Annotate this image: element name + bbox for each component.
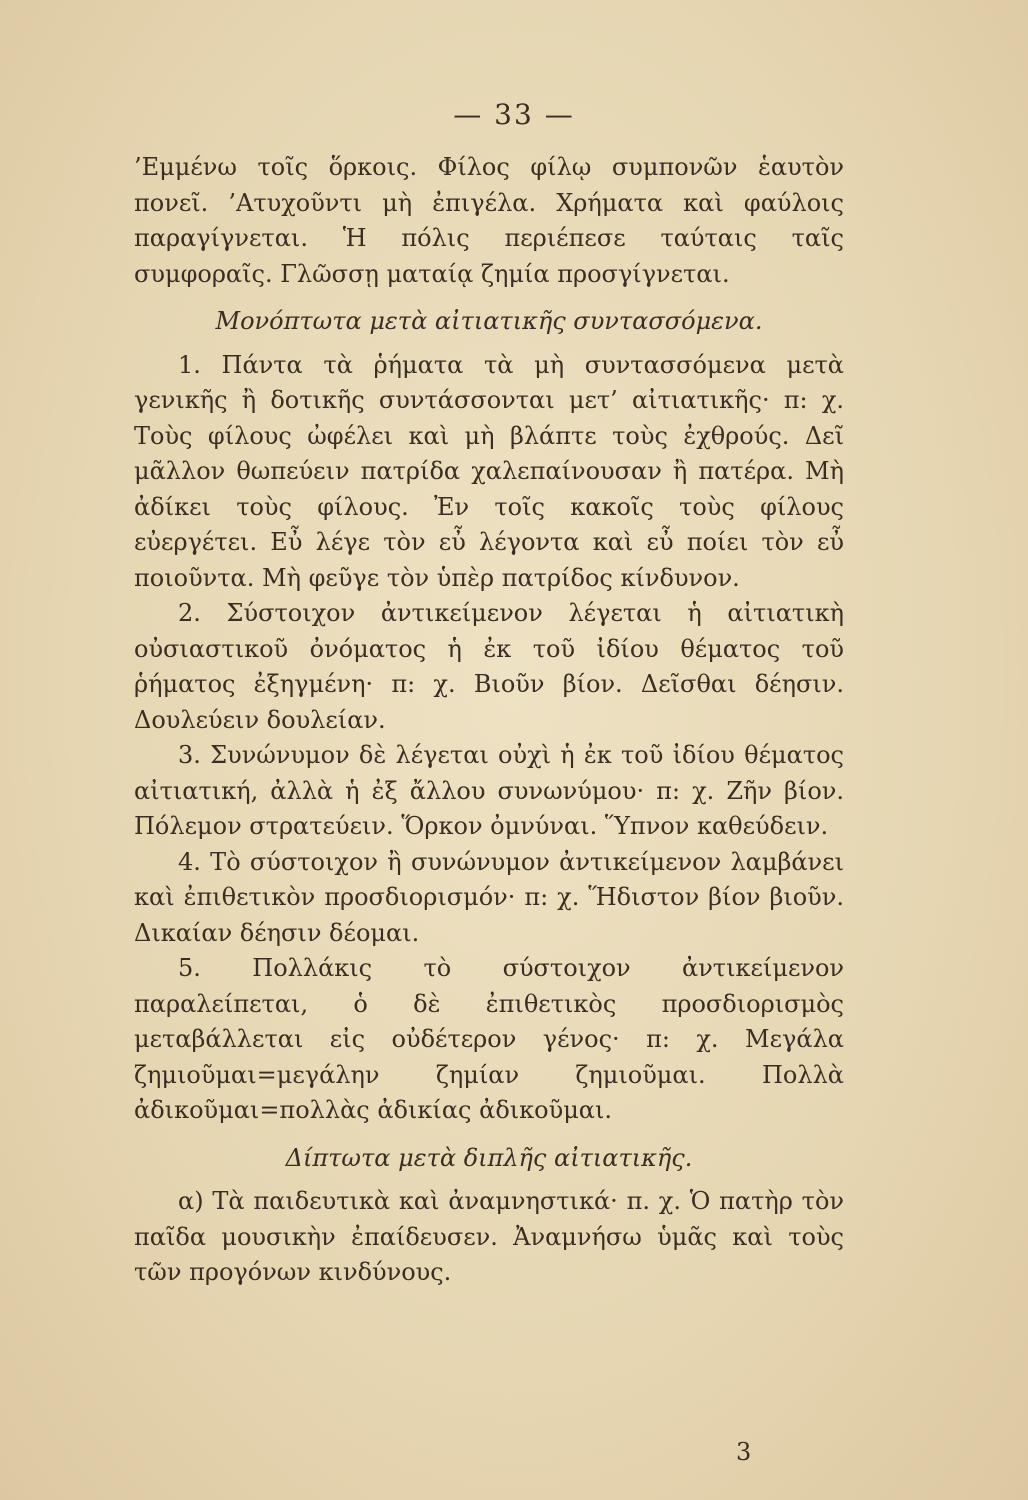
paragraph-rule-1: 1. Πάντα τὰ ῥήματα τὰ μὴ συντασσόμενα μετὰ γενικῆς ἢ δοτικῆς συντάσσονται μετ’ αἰτιατικῆς· π: χ. Τοὺς φίλους ὠφέλει καὶ μὴ βλάπτε τοὺς ἐχθρούς. Δεῖ μᾶλλον θωπεύειν πατρίδα χαλεπαίνουσαν ἢ πατέρα. Μὴ ἀδίκει τοὺς φίλους. Ἐν τοῖς κακοῖς τοὺς φίλους εὐεργέτει. Εὖ λέγε τὸν εὖ λέγοντα καὶ εὖ ποίει τὸν εὖ ποιοῦντα. Μὴ φεῦγε τὸν ὑπὲρ πατρίδος κίνδυνον. xyxy=(134,350,844,592)
paragraph-rule-5: 5. Πολλάκις τὸ σύστοιχον ἀντικείμενον παραλείπεται, ὁ δὲ ἐπιθετικὸς προσδιορισμὸς μεταβάλλεται εἰς οὐδέτερον γένος· π: χ. Μεγάλα ζημιοῦμαι=μεγάλην ζημίαν ζημιοῦμαι. Πολλὰ ἀδικοῦμαι=πολλὰς ἀδικίας ἀδικοῦμαι. xyxy=(134,954,844,1124)
page-number: — 33 — xyxy=(453,98,575,131)
paragraph-rule-3: 3. Συνώνυμον δὲ λέγεται οὐχὶ ἡ ἐκ τοῦ ἰδίου θέματος αἰτιατική, ἀλλὰ ἡ ἐξ ἄλλου συνωνύμου· π: χ. Ζῆν βίον. Πόλεμον στρατεύειν. Ὅρκον ὀμνύναι. Ὕπνον καθεύδειν. xyxy=(134,741,844,840)
paragraph-intro-examples: ’Εμμένω τοῖς ὅρκοις. Φίλος φίλῳ συμπονῶν ἑαυτὸν πονεῖ. ’Ατυχοῦντι μὴ ἐπιγέλα. Χρήματα καὶ φαύλοις παραγίγνεται. Ἡ πόλις περιέπεσε ταύταις ταῖς συμφοραῖς. Γλῶσσῃ ματαίᾳ ζημία προσγίγνεται. xyxy=(134,153,844,288)
paragraph-rule-alpha: α) Τὰ παιδευτικὰ καὶ ἀναμνηστικά· π. χ. Ὁ πατὴρ τὸν παῖδα μουσικὴν ἐπαίδευσεν. Ἀναμνήσω ὑμᾶς καὶ τοὺς τῶν προγόνων κινδύνους. xyxy=(134,1187,844,1286)
paragraph-rule-2: 2. Σύστοιχον ἀντικείμενον λέγεται ἡ αἰτιατικὴ οὐσιαστικοῦ ὀνόματος ἡ ἐκ τοῦ ἰδίου θέματος τοῦ ῥήματος ἐξηγμένη· π: χ. Βιοῦν βίον. Δεῖσθαι δέησιν. Δουλεύειν δουλείαν. xyxy=(134,599,844,734)
paragraph-rule-4: 4. Τὸ σύστοιχον ἢ συνώνυμον ἀντικείμενον λαμβάνει καὶ ἐπιθετικὸν προσδιορισμόν· π: χ. Ἥδιστον βίον βιοῦν. Δικαίαν δέησιν δέομαι. xyxy=(134,847,844,947)
signature-mark: 3 xyxy=(736,1438,752,1466)
section-heading-monoptota: Μονόπτωτα μετὰ αἰτιατικῆς συντασσόμενα. xyxy=(215,307,763,335)
page-body xyxy=(134,150,844,1291)
section-heading-diptota: Δίπτωτα μετὰ διπλῆς αἰτιατικῆς. xyxy=(285,1143,693,1172)
